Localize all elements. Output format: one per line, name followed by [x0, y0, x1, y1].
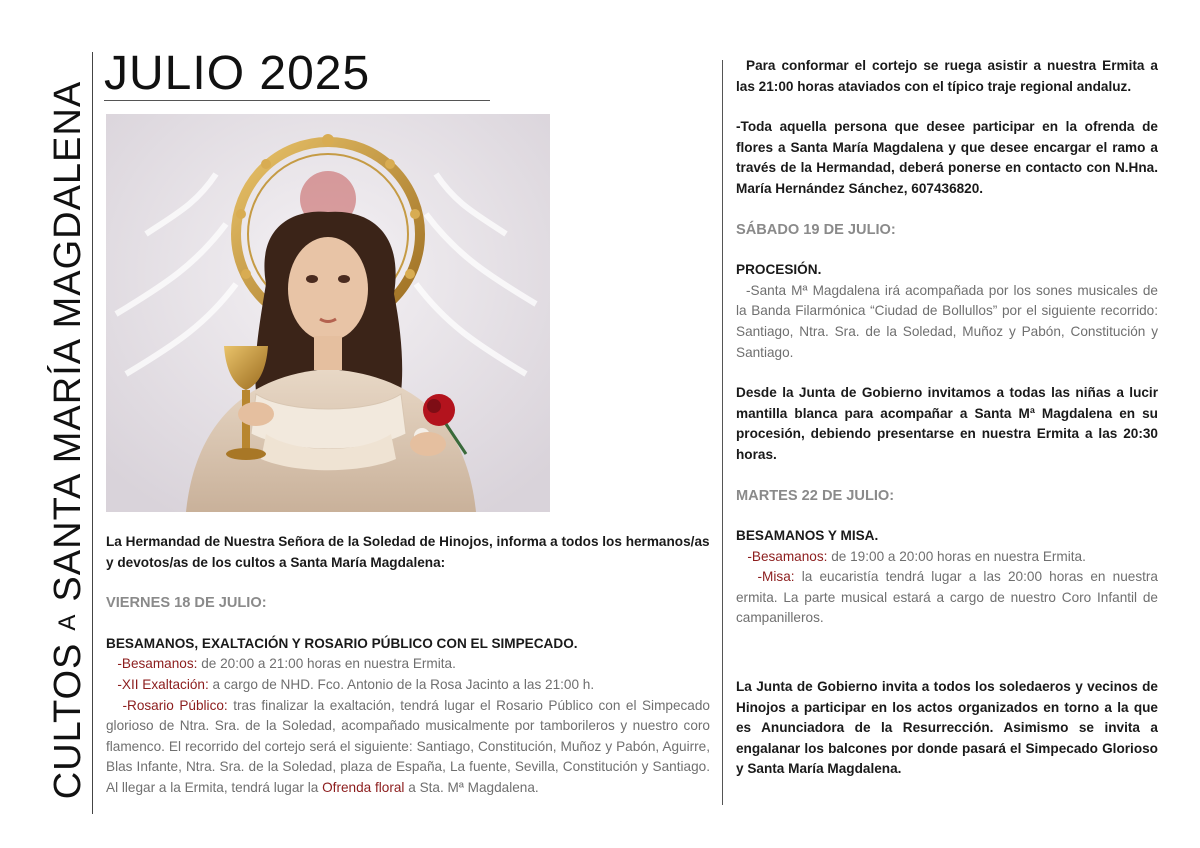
ofrenda-floral-highlight: Ofrenda floral	[322, 779, 405, 795]
section-martes: MARTES 22 DE JULIO:	[736, 487, 895, 504]
event3-item-besamanos	[736, 547, 1158, 568]
ninas-paragraph: Desde la Junta de Gobierno invitamos a todas las niñas a lucir mantilla blanca para acompañar a Santa Mª Magdalena en su procesión, debiendo presentarse en nuestra Ermita a las 20:30 horas.	[736, 385, 1158, 462]
section-sabado: SÁBADO 19 DE JULIO:	[736, 221, 896, 238]
page-heading: JULIO 2025	[104, 47, 371, 100]
event3-item-besamanos-label: -Besamanos:	[747, 548, 828, 564]
event1-item-exaltacion-label: -XII Exaltación:	[117, 676, 209, 692]
vertical-rule	[92, 52, 93, 814]
event1-item-exaltacion-text: a cargo de NHD. Fco. Antonio de la Rosa Jacinto a las 21:00 h.	[208, 676, 595, 692]
right-column	[736, 56, 1158, 780]
column-divider	[722, 60, 723, 805]
invitation-paragraph: La Junta de Gobierno invita a todos los soledaeros y vecinos de Hinojos a participar en los actos organizados en torno a la que es Anunciadora de la Resurrección. Asimismo se invita a engalanar los balcones por donde pasará el Simpecado Glorioso y Santa María Magdalena.	[736, 679, 1158, 777]
event1-item-besamanos-label: -Besamanos:	[117, 656, 198, 672]
event3-item-misa-text: la eucaristía tendrá lugar a las 20:00 horas en nuestra ermita. La parte musical estará a cargo de nuestro Coro Infantil de campanilleros.	[736, 569, 1158, 626]
event1-item-rosario-end: a Sta. Mª Magdalena.	[404, 779, 539, 795]
left-column	[106, 532, 710, 799]
side-title-part3: SANTA MARÍA MAGDALENA	[46, 80, 89, 602]
cortejo-paragraph: Para conformar el cortejo se ruega asistir a nuestra Ermita a las 21:00 horas ataviados con el típico traje regional andaluz.	[736, 58, 1158, 94]
event1-item-besamanos-text: de 20:00 a 21:00 horas en nuestra Ermita.	[197, 656, 456, 672]
section-viernes: VIERNES 18 DE JULIO:	[106, 595, 267, 612]
event1-item-rosario-text: tras finalizar la exaltación, tendrá lugar el Rosario Público con el Simpecado glorioso de Ntra. Sra. de la Soledad, acompañado musicalmente por tamborileros y nuestro coro flamenco. El recorrido del cortejo será el siguiente: Santiago, Constitución, Muñoz y Pabón, Aguirre, Blas Infante, Ntra. Sra. de la Soledad, plaza de España, La fuente, Sevilla, Constitución y Santiago. Al llegar a la Ermita, tendrá lugar la	[106, 697, 710, 795]
intro-paragraph: La Hermandad de Nuestra Señora de la Soledad de Hinojos, informa a todos los hermanos/as y devotos/as de los cultos a Santa María Magdalena:	[106, 534, 710, 570]
event3-title: BESAMANOS Y MISA.	[736, 528, 879, 544]
side-title-part1: CULTOS	[46, 642, 89, 800]
event3-item-besamanos-text: de 19:00 a 20:00 horas en nuestra Ermita.	[827, 548, 1086, 564]
event3-item-misa	[736, 567, 1158, 629]
event1-item-exaltacion	[106, 675, 710, 696]
event3-item-misa-label: -Misa:	[757, 569, 795, 585]
event1-item-rosario-label: -Rosario Público:	[122, 697, 228, 713]
event2-title: PROCESIÓN.	[736, 262, 822, 278]
santa-maria-magdalena-photo	[106, 114, 550, 512]
heading-rule	[104, 100, 490, 101]
side-title	[42, 60, 94, 820]
event1-title: BESAMANOS, EXALTACIÓN Y ROSARIO PÚBLICO CON EL SIMPECADO.	[106, 635, 578, 651]
event2-text: -Santa Mª Magdalena irá acompañada por los sones musicales de la Banda Filarmónica “Ciudad de Bollullos” por el siguiente recorrido: Santiago, Ntra. Sra. de la Soledad, Muñoz y Pabón, Constitución y Santiago.	[736, 282, 1158, 360]
event1-item-rosario	[106, 696, 710, 799]
event1-item-besamanos	[106, 654, 710, 675]
side-title-part2: A	[54, 613, 81, 631]
ofrenda-paragraph: -Toda aquella persona que desee participar en la ofrenda de flores a Santa María Magdalena y que desee encargar el ramo a través de la Hermandad, deberá ponerse en contacto con N.Hna. María Hernández Sánchez, 607436820.	[736, 119, 1158, 196]
